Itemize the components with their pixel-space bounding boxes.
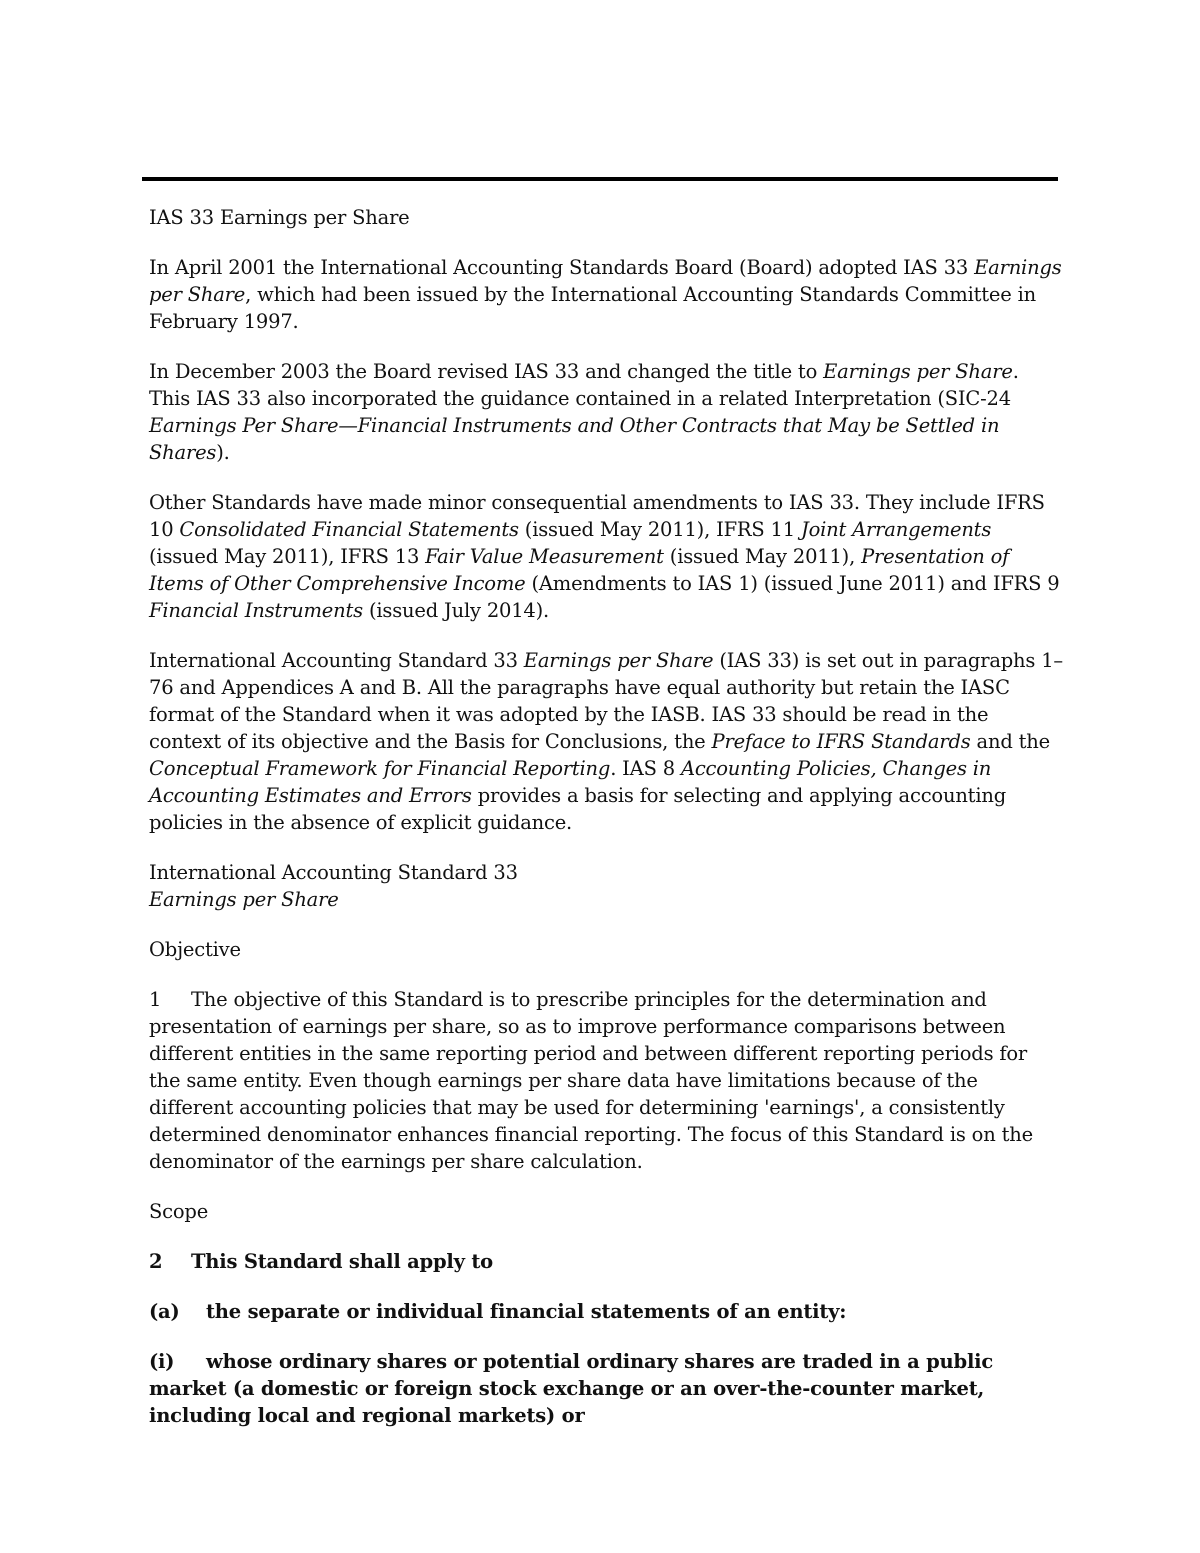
- scope-heading: Scope: [149, 1200, 209, 1223]
- document-heading: IAS 33 Earnings per Share: [149, 206, 410, 229]
- item-label: (i): [149, 1350, 175, 1373]
- intro-paragraph-4: International Accounting Standard 33 Earnings per Share (IAS 33) is set out in paragraphs 1–76 and Appendices A and B. All the paragraphs have equal authority but retain the IASC format of the Standard when it was adopted by the IASB. IAS 33 should be read in the context of its objective and the Basis for Conclusions, the Preface to IFRS Standards and the Conceptual Framework for Financial Reporting. IAS 8 Accounting Policies, Changes in Accounting Estimates and Errors provides a basis for selecting and applying accounting policies in the absence of explicit guidance.: [149, 649, 1063, 834]
- standard-title-block: [149, 859, 1064, 913]
- scope-item-a: (a) the separate or individual financial statements of an entity:: [149, 1300, 847, 1323]
- intro-paragraph-1: In April 2001 the International Accounting Standards Board (Board) adopted IAS 33 Earnings per Share, which had been issued by the International Accounting Standards Committee in February 1997.: [149, 256, 1062, 333]
- intro-paragraph-2: In December 2003 the Board revised IAS 33 and changed the title to Earnings per Share. This IAS 33 also incorporated the guidance contained in a related Interpretation (SIC-24 Earnings Per Share—Financial Instruments and Other Contracts that May be Settled in Shares).: [149, 360, 1019, 464]
- header-rule: [142, 177, 1058, 181]
- intro-paragraph-3: Other Standards have made minor consequential amendments to IAS 33. They include IFRS 10 Consolidated Financial Statements (issued May 2011), IFRS 11 Joint Arrangements (issued May 2011), IFRS 13 Fair Value Measurement (issued May 2011), Presentation of Items of Other Comprehensive Income (Amendments to IAS 1) (issued June 2011) and IFRS 9 Financial Instruments (issued July 2014).: [149, 491, 1060, 622]
- objective-heading: Objective: [149, 938, 241, 961]
- scope-paragraph: 2 This Standard shall apply to: [149, 1250, 493, 1273]
- standard-title: International Accounting Standard 33: [149, 861, 518, 884]
- item-label: (a): [149, 1300, 180, 1323]
- standard-subtitle: Earnings per Share: [149, 888, 339, 911]
- scope-item-i: (i) whose ordinary shares or potential ordinary shares are traded in a public market (a domestic or foreign stock exchange or an over-the-counter market, including local and regional markets) or: [149, 1350, 994, 1427]
- paragraph-number: 2: [149, 1250, 163, 1273]
- objective-paragraph: 1 The objective of this Standard is to prescribe principles for the determination and presentation of earnings per share, so as to improve performance comparisons between different entities in the same reporting period and between different reporting periods for the same entity. Even though earnings per share data have limitations because of the different accounting policies that may be used for determining 'earnings', a consistently determined denominator enhances financial reporting. The focus of this Standard is on the denominator of the earnings per share calculation.: [149, 988, 1033, 1173]
- document-body: [149, 204, 1064, 1429]
- paragraph-number: 1: [149, 988, 162, 1011]
